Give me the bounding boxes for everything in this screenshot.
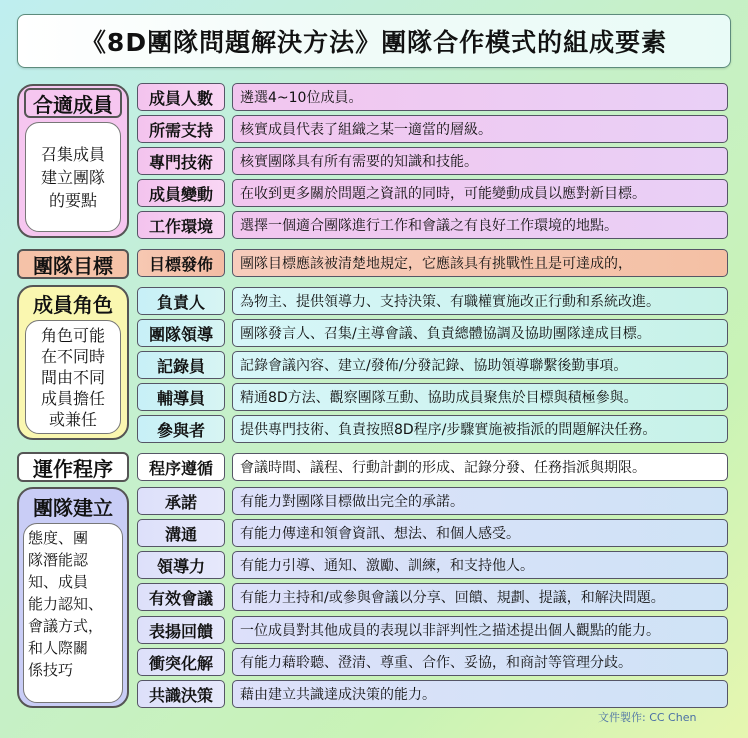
row-description: 提供專門技術、負責按照8D程序/步驟實施被指派的問題解決任務。 (232, 415, 728, 443)
row-label: 記錄員 (137, 351, 225, 379)
row-description: 記錄會議內容、建立/發佈/分發記錄、協助領導聯繫後勤事項。 (232, 351, 728, 379)
row-label: 負責人 (137, 287, 225, 315)
row-description: 一位成員對其他成員的表現以非評判性之描述提出個人觀點的能力。 (232, 616, 728, 644)
page-title: 《8D團隊問題解決方法》團隊合作模式的組成要素 (17, 14, 731, 68)
row-label: 參與者 (137, 415, 225, 443)
row-label: 輔導員 (137, 383, 225, 411)
row-label: 所需支持 (137, 115, 225, 143)
row-label: 表揚回饋 (137, 616, 225, 644)
row-label: 共識決策 (137, 680, 225, 708)
row-description: 選擇一個適合團隊進行工作和會議之有良好工作環境的地點。 (232, 211, 728, 239)
row-description: 有能力傳達和領會資訊、想法、和個人感受。 (232, 519, 728, 547)
row-label: 專門技術 (137, 147, 225, 175)
footer-credit: 文件製作: CC Chen (598, 711, 697, 724)
group-goal-title: 團隊目標 (17, 249, 129, 279)
row-description: 藉由建立共識達成決策的能力。 (232, 680, 728, 708)
row-label: 程序遵循 (137, 453, 225, 481)
row-description: 為物主、提供領導力、支持決策、有職權實施改正行動和系統改進。 (232, 287, 728, 315)
row-label: 承諾 (137, 487, 225, 515)
row-description: 遴選4~10位成員。 (232, 83, 728, 111)
group-building-title: 團隊建立 (24, 491, 122, 521)
row-description: 精通8D方法、觀察團隊互動、協助成員聚焦於目標與積極參與。 (232, 383, 728, 411)
row-label: 有效會議 (137, 583, 225, 611)
row-label: 成員人數 (137, 83, 225, 111)
row-label: 團隊領導 (137, 319, 225, 347)
group-roles-title: 成員角色 (24, 289, 122, 317)
row-description: 會議時間、議程、行動計劃的形成、記錄分發、任務指派與期限。 (232, 453, 728, 481)
group-members-title: 合適成員 (24, 88, 122, 118)
group-building-desc: 態度、團 隊潛能認 知、成員 能力認知、 會議方式， 和人際關 係技巧 (23, 523, 123, 703)
row-description: 核實團隊具有所有需要的知識和技能。 (232, 147, 728, 175)
row-description: 團隊目標應該被清楚地規定，它應該具有挑戰性且是可達成的， (232, 249, 728, 277)
row-label: 領導力 (137, 551, 225, 579)
row-label: 目標發佈 (137, 249, 225, 277)
row-label: 溝通 (137, 519, 225, 547)
row-description: 團隊發言人、召集/主導會議、負責總體協調及協助團隊達成目標。 (232, 319, 728, 347)
row-label: 成員變動 (137, 179, 225, 207)
row-description: 在收到更多關於問題之資訊的同時，可能變動成員以應對新目標。 (232, 179, 728, 207)
row-description: 有能力藉聆聽、澄清、尊重、合作、妥協，和商討等管理分歧。 (232, 648, 728, 676)
row-description: 有能力引導、通知、激勵、訓練，和支持他人。 (232, 551, 728, 579)
row-label: 衝突化解 (137, 648, 225, 676)
row-label: 工作環境 (137, 211, 225, 239)
row-description: 核實成員代表了組織之某一適當的層級。 (232, 115, 728, 143)
row-description: 有能力主持和/或參與會議以分享、回饋、規劃、提議，和解決問題。 (232, 583, 728, 611)
group-members-desc: 召集成員 建立團隊 的要點 (25, 122, 121, 232)
group-roles-desc: 角色可能 在不同時 間由不同 成員擔任 或兼任 (25, 320, 121, 434)
group-process-title: 運作程序 (17, 452, 129, 482)
row-description: 有能力對團隊目標做出完全的承諾。 (232, 487, 728, 515)
